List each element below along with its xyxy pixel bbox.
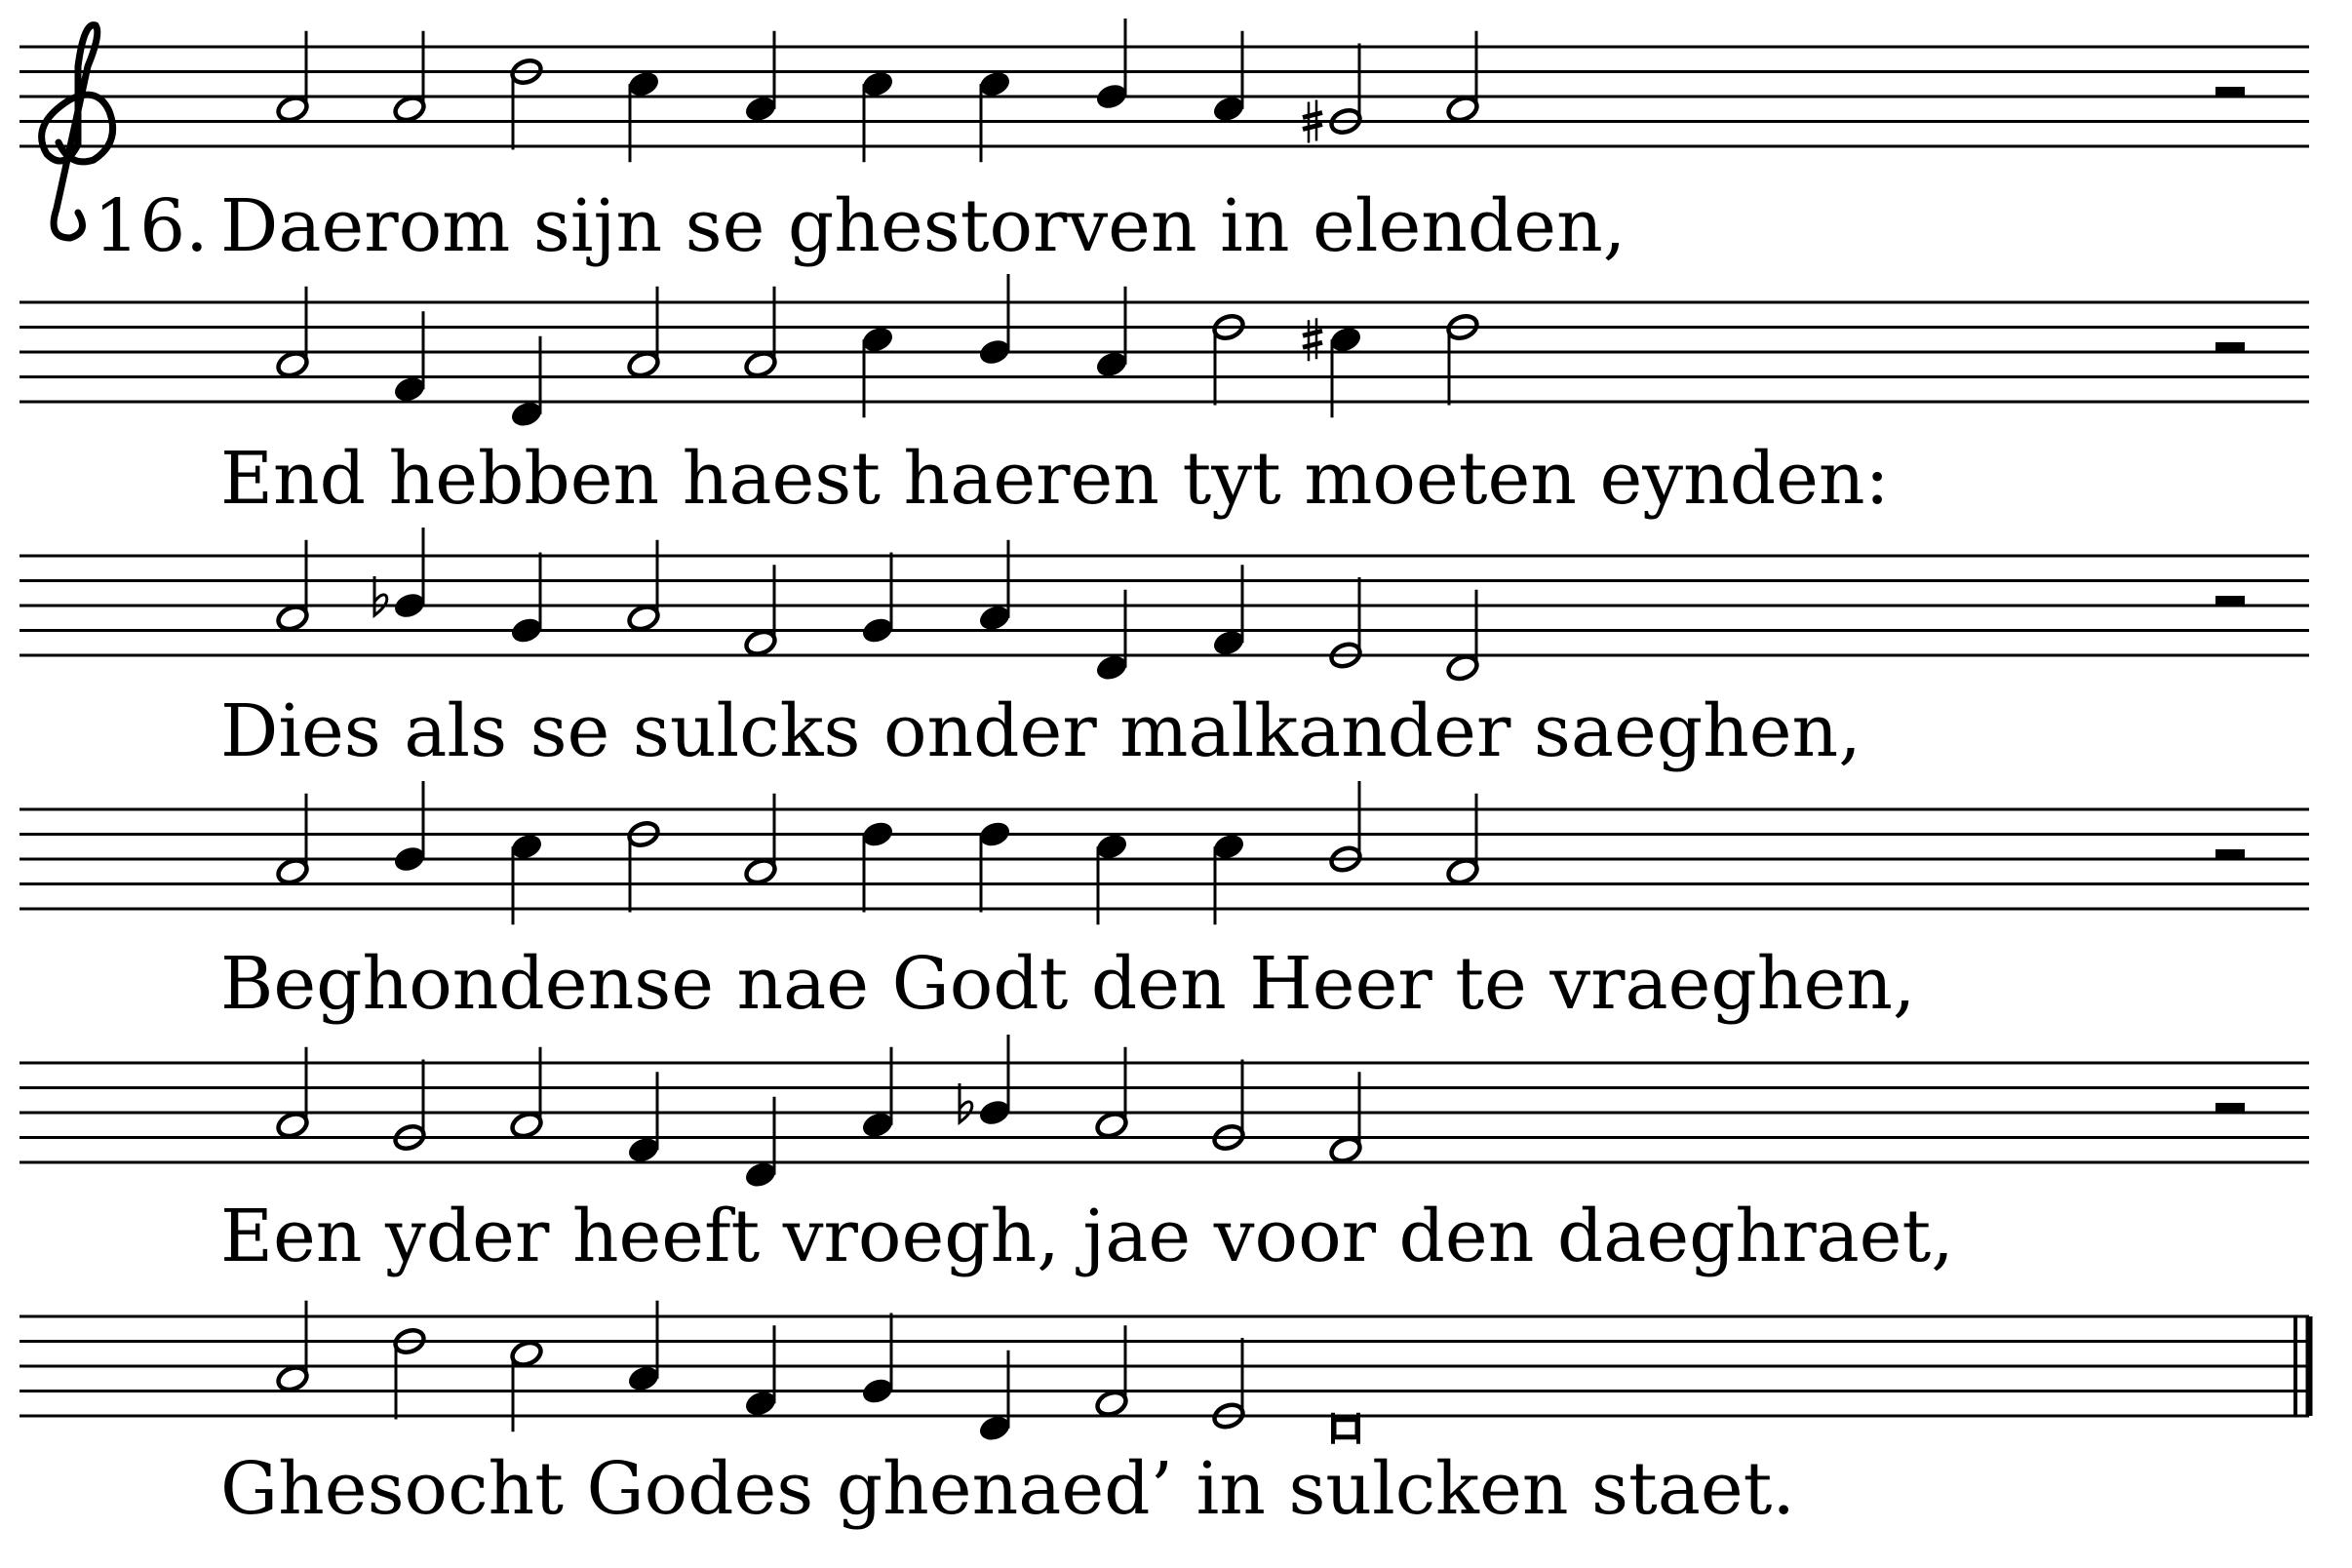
note-head: [860, 1376, 895, 1406]
lyric-line-2: End hebben haest haeren tyt moeten eynden:: [220, 437, 1890, 521]
lyric-line-4: Beghondense nae Godt den Heer te vraeghen,: [220, 942, 1916, 1026]
note: [743, 1325, 778, 1418]
note-head: [392, 591, 427, 621]
note-head: [743, 1159, 778, 1190]
note-head: [626, 1135, 661, 1165]
note-head: [1094, 832, 1129, 862]
note-head: [860, 615, 895, 646]
note: [626, 540, 661, 633]
note-head: [1334, 1420, 1357, 1437]
note: [626, 1301, 661, 1393]
note-head: [1094, 349, 1129, 379]
half-rest-icon: [2215, 596, 2245, 606]
note-head: [1445, 94, 1480, 124]
note: [743, 565, 778, 657]
staff-system: [20, 528, 2309, 683]
note-head: [392, 844, 427, 875]
note: [1211, 565, 1246, 657]
staff-system: [20, 1035, 2309, 1190]
lyric-line-3: Dies als se sulcks onder malkander saeghen,: [220, 689, 1862, 773]
note-head: [743, 94, 778, 124]
note-head: [1094, 1389, 1129, 1419]
note-head: [626, 349, 661, 379]
note: [743, 31, 778, 124]
note: [977, 1351, 1012, 1443]
note-head: [743, 628, 778, 658]
note-head: [1445, 856, 1480, 886]
note-head: [275, 349, 310, 379]
note: [509, 336, 544, 429]
note: [977, 819, 1012, 912]
note: [509, 1047, 544, 1140]
note: [509, 832, 544, 924]
note: [977, 274, 1012, 367]
note-head: [509, 1339, 544, 1369]
note-head: [392, 94, 427, 124]
staff-system: [20, 274, 2309, 429]
note: [1094, 832, 1129, 924]
lyric-line-1: Daerom sijn se ghestorven in elenden,: [220, 184, 1627, 268]
note-head: [860, 1110, 895, 1140]
note: [743, 794, 778, 886]
note-head: [1094, 1110, 1129, 1140]
note: [860, 325, 895, 417]
note-head: [509, 832, 544, 862]
note: [1303, 44, 1363, 143]
note-head: [275, 94, 310, 124]
note-head: [275, 1110, 310, 1140]
note: [392, 311, 427, 404]
note-head: [1094, 652, 1129, 683]
note-head: [743, 856, 778, 886]
note-head: [977, 69, 1012, 99]
staff-system: [20, 781, 2309, 924]
note-head: [509, 399, 544, 429]
note: [1094, 1325, 1129, 1418]
staff-system: [20, 19, 2309, 162]
note: [509, 553, 544, 646]
note-head: [860, 819, 895, 849]
note-head: [860, 325, 895, 355]
note-head: [1211, 628, 1246, 658]
note: [509, 1339, 544, 1431]
half-rest-icon: [2215, 849, 2245, 859]
note: [743, 1097, 778, 1190]
note: [860, 819, 895, 912]
note: [860, 1313, 895, 1406]
note: [275, 287, 310, 379]
note: [392, 781, 427, 874]
verse-number: 16.: [94, 184, 209, 268]
lyric-line-5: Een yder heeft vroegh, jae voor den daeghraet,: [220, 1195, 1954, 1278]
note: [1094, 590, 1129, 683]
note: [860, 553, 895, 646]
note-head: [1094, 82, 1129, 112]
note: [275, 1301, 310, 1393]
note: [1094, 287, 1129, 379]
note-head: [275, 856, 310, 886]
note: [977, 540, 1012, 633]
sharp-icon: [1303, 318, 1322, 361]
note-head: [626, 603, 661, 633]
half-rest-icon: [2215, 1103, 2245, 1113]
note: [626, 69, 661, 162]
note: [1094, 1047, 1129, 1140]
note: [275, 31, 310, 124]
note: [960, 1035, 1012, 1127]
note-head: [1211, 94, 1246, 124]
note-head: [977, 1098, 1012, 1128]
note-head: [626, 69, 661, 99]
note: [275, 1047, 310, 1140]
note-head: [743, 1389, 778, 1419]
note-head: [392, 374, 427, 405]
note: [1328, 1072, 1363, 1164]
note: [1211, 832, 1246, 924]
note: [275, 794, 310, 886]
note-head: [275, 1363, 310, 1393]
note-head: [860, 69, 895, 99]
note: [374, 528, 427, 620]
half-rest-icon: [2215, 342, 2245, 352]
note-head: [743, 349, 778, 379]
note-head: [1328, 325, 1363, 355]
note-head: [977, 337, 1012, 368]
half-rest-icon: [2215, 87, 2245, 97]
note: [1445, 590, 1480, 683]
note-head: [977, 1413, 1012, 1443]
note: [1094, 19, 1129, 111]
note-head: [275, 603, 310, 633]
note-head: [977, 819, 1012, 849]
lyric-line-6: Ghesocht Godes ghenaed’ in sulcken staet.: [220, 1447, 1795, 1531]
note: [743, 287, 778, 379]
note-head: [977, 603, 1012, 633]
note: [1333, 1413, 1358, 1444]
note-head: [509, 615, 544, 646]
note-head: [626, 1363, 661, 1393]
note: [977, 69, 1012, 162]
note: [1445, 794, 1480, 886]
staff-system: [20, 1301, 2309, 1444]
note-head: [1328, 1135, 1363, 1165]
note-head: [509, 1110, 544, 1140]
note: [626, 1072, 661, 1164]
note-head: [1445, 652, 1480, 683]
note: [1211, 31, 1246, 124]
note: [392, 31, 427, 124]
note: [860, 69, 895, 162]
note: [626, 287, 661, 379]
note: [860, 1047, 895, 1140]
note: [275, 540, 310, 633]
note-head: [1211, 832, 1246, 862]
note: [1445, 31, 1480, 124]
